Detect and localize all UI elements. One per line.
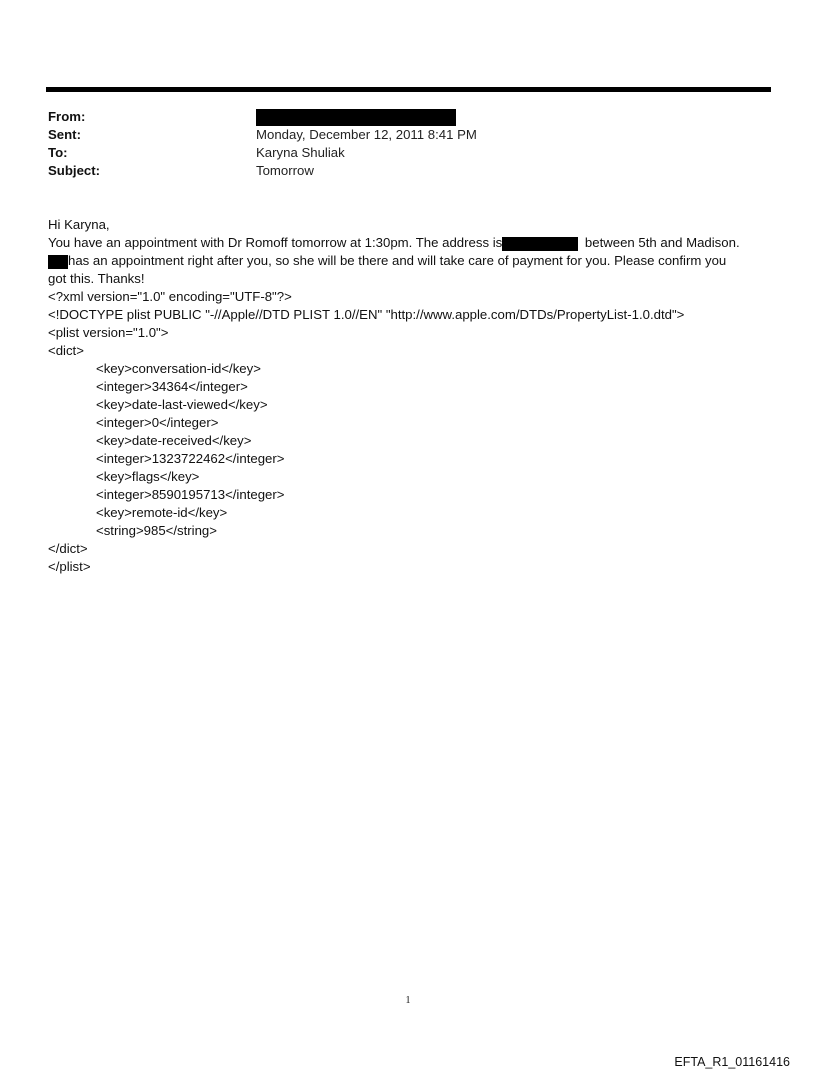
plist-line: <!DOCTYPE plist PUBLIC "-//Apple//DTD PLIST 1.0//EN" "http://www.apple.com/DTDs/PropertyList-1.0.dtd"> <box>48 307 685 322</box>
plist-line: <integer>1323722462</integer> <box>96 451 285 466</box>
plist-line: <key>date-received</key> <box>96 433 252 448</box>
body-line-1 <box>48 234 768 252</box>
sent-value: Monday, December 12, 2011 8:41 PM <box>256 127 477 142</box>
document-id: EFTA_R1_01161416 <box>674 1055 790 1069</box>
sent-row <box>48 126 768 144</box>
plist-line: <plist version="1.0"> <box>48 325 169 340</box>
from-label: From: <box>48 109 86 124</box>
page-number: 1 <box>405 995 411 1006</box>
body-line-1-end: between 5th and Madison. <box>584 235 740 250</box>
to-row <box>48 144 768 162</box>
body-line-1-start: You have an appointment with Dr Romoff tomorrow at 1:30pm. The address is <box>48 235 503 250</box>
redaction-block <box>48 255 68 269</box>
email-body <box>48 216 768 576</box>
plist-line: <key>conversation-id</key> <box>96 361 261 376</box>
plist-line: </plist> <box>48 559 91 574</box>
plist-line: <key>date-last-viewed</key> <box>96 397 268 412</box>
plist-line: <integer>0</integer> <box>96 415 219 430</box>
sent-label: Sent: <box>48 127 81 142</box>
email-header <box>48 108 768 180</box>
plist-line: <key>remote-id</key> <box>96 505 228 520</box>
plist-line: <integer>8590195713</integer> <box>96 487 285 502</box>
from-row <box>48 108 768 126</box>
plist-line: </dict> <box>48 541 88 556</box>
plist-line: <key>flags</key> <box>96 469 200 484</box>
body-line-2 <box>48 252 768 270</box>
plist-line: <string>985</string> <box>96 523 217 538</box>
redaction-block <box>502 237 578 251</box>
greeting: Hi Karyna, <box>48 217 110 232</box>
plist-line: <?xml version="1.0" encoding="UTF-8"?> <box>48 289 292 304</box>
plist-line: <dict> <box>48 343 84 358</box>
body-line-2-text: has an appointment right after you, so she will be there and will take care of payment for you. Please confirm you <box>68 253 727 268</box>
redaction-block <box>256 109 456 126</box>
subject-value: Tomorrow <box>256 163 314 178</box>
to-value: Karyna Shuliak <box>256 145 345 160</box>
plist-line: <integer>34364</integer> <box>96 379 248 394</box>
to-label: To: <box>48 145 68 160</box>
from-value <box>256 108 456 126</box>
header-rule <box>46 87 771 92</box>
subject-row <box>48 162 768 180</box>
subject-label: Subject: <box>48 163 101 178</box>
body-line-3: got this. Thanks! <box>48 271 145 286</box>
